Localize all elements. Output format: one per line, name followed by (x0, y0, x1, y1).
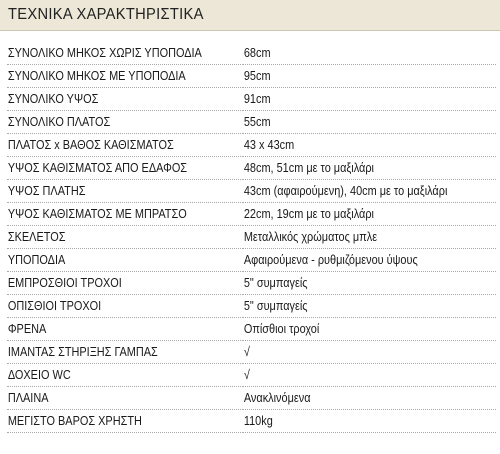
table-row (7, 87, 496, 110)
spec-value: 5" συμπαγείς (243, 274, 308, 290)
table-row (7, 202, 496, 225)
spec-value: Ανακλινόμενα (243, 389, 311, 405)
spec-label: ΣΥΝΟΛΙΚΟ ΥΨΟΣ (7, 90, 99, 106)
spec-value: 43cm (αφαιρούμενη), 40cm με το μαξιλάρι (243, 182, 448, 198)
spec-label-cell (7, 133, 243, 156)
specifications-table (7, 41, 496, 433)
spec-value: √ (243, 366, 250, 382)
spec-label: ΕΜΠΡΟΣΘΙΟΙ ΤΡΟΧΟΙ (7, 274, 122, 290)
table-row (7, 133, 496, 156)
spec-label: ΥΠΟΠΟΔΙΑ (7, 251, 66, 267)
table-row (7, 179, 496, 202)
table-row (7, 41, 496, 64)
spec-label-cell (7, 363, 243, 386)
table-row (7, 64, 496, 87)
spec-value: 110kg (243, 412, 273, 428)
spec-label-cell (7, 202, 243, 225)
spec-value: Αφαιρούμενα - ρυθμιζόμενου ύψους (243, 251, 418, 267)
spec-value: Μεταλλικός χρώματος μπλε (243, 228, 378, 244)
spec-value: 48cm, 51cm με το μαξιλάρι (243, 159, 374, 175)
spec-value: √ (243, 343, 250, 359)
spec-value-cell (243, 386, 496, 409)
table-row (7, 271, 496, 294)
specifications-body (7, 41, 496, 432)
spec-value-cell (243, 110, 496, 133)
spec-label: ΠΛΑΙΝΑ (7, 389, 49, 405)
spec-value-cell (243, 225, 496, 248)
section-header (0, 0, 500, 31)
spec-value: Οπίσθιοι τροχοί (243, 320, 320, 336)
spec-label: ΠΛΑΤΟΣ x ΒΑΘΟΣ ΚΑΘΙΣΜΑΤΟΣ (7, 136, 174, 152)
spec-value-cell (243, 409, 496, 432)
spec-value-cell (243, 156, 496, 179)
spec-label: ΟΠΙΣΘΙΟΙ ΤΡΟΧΟΙ (7, 297, 102, 313)
table-row (7, 363, 496, 386)
spec-value: 55cm (243, 113, 271, 129)
table-row (7, 317, 496, 340)
spec-label: ΥΨΟΣ ΚΑΘΙΣΜΑΤΟΣ ΑΠΟ ΕΔΑΦΟΣ (7, 159, 188, 175)
spec-label-cell (7, 41, 243, 64)
table-row (7, 409, 496, 432)
section-title: ΤΕΧΝΙΚΑ ΧΑΡΑΚΤΗΡΙΣΤΙΚΑ (8, 6, 204, 23)
spec-value-cell (243, 248, 496, 271)
spec-value: 91cm (243, 90, 271, 106)
spec-label-cell (7, 156, 243, 179)
table-row (7, 386, 496, 409)
spec-label-cell (7, 225, 243, 248)
spec-label: ΣΥΝΟΛΙΚΟ ΜΗΚΟΣ ΧΩΡΙΣ ΥΠΟΠΟΔΙΑ (7, 44, 202, 60)
spec-value-cell (243, 64, 496, 87)
spec-label-cell (7, 386, 243, 409)
spec-label: ΜΕΓΙΣΤΟ ΒΑΡΟΣ ΧΡΗΣΤΗ (7, 412, 142, 428)
spec-label-cell (7, 317, 243, 340)
spec-label: ΣΥΝΟΛΙΚΟ ΠΛΑΤΟΣ (7, 113, 111, 129)
spec-label-cell (7, 64, 243, 87)
spec-value: 68cm (243, 44, 271, 60)
spec-value: 43 x 43cm (243, 136, 295, 152)
spec-value: 22cm, 19cm με το μαξιλάρι (243, 205, 374, 221)
spec-label: ΔΟΧΕΙΟ WC (7, 366, 71, 382)
table-row (7, 340, 496, 363)
table-row (7, 248, 496, 271)
spec-value-cell (243, 363, 496, 386)
spec-value-cell (243, 41, 496, 64)
spec-value-cell (243, 133, 496, 156)
spec-label-cell (7, 409, 243, 432)
spec-label-cell (7, 294, 243, 317)
spec-label: ΙΜΑΝΤΑΣ ΣΤΗΡΙΞΗΣ ΓΑΜΠΑΣ (7, 343, 158, 359)
spec-value-cell (243, 317, 496, 340)
spec-label-cell (7, 340, 243, 363)
spec-value: 5" συμπαγείς (243, 297, 308, 313)
spec-label-cell (7, 271, 243, 294)
table-row (7, 294, 496, 317)
spec-label-cell (7, 110, 243, 133)
table-row (7, 110, 496, 133)
spec-label: ΣΥΝΟΛΙΚΟ ΜΗΚΟΣ ΜΕ ΥΠΟΠΟΔΙΑ (7, 67, 186, 83)
spec-value-cell (243, 202, 496, 225)
spec-label: ΥΨΟΣ ΚΑΘΙΣΜΑΤΟΣ ΜΕ ΜΠΡΑΤΣΟ (7, 205, 187, 221)
spec-label-cell (7, 248, 243, 271)
table-row (7, 225, 496, 248)
spec-label: ΣΚΕΛΕΤΟΣ (7, 228, 66, 244)
spec-label-cell (7, 87, 243, 110)
spec-label: ΦΡΕΝΑ (7, 320, 47, 336)
spec-value-cell (243, 271, 496, 294)
spec-label-cell (7, 179, 243, 202)
spec-value-cell (243, 87, 496, 110)
spec-value-cell (243, 340, 496, 363)
spec-label: ΥΨΟΣ ΠΛΑΤΗΣ (7, 182, 86, 198)
spec-value-cell (243, 179, 496, 202)
table-row (7, 156, 496, 179)
spec-value: 95cm (243, 67, 271, 83)
spec-value-cell (243, 294, 496, 317)
